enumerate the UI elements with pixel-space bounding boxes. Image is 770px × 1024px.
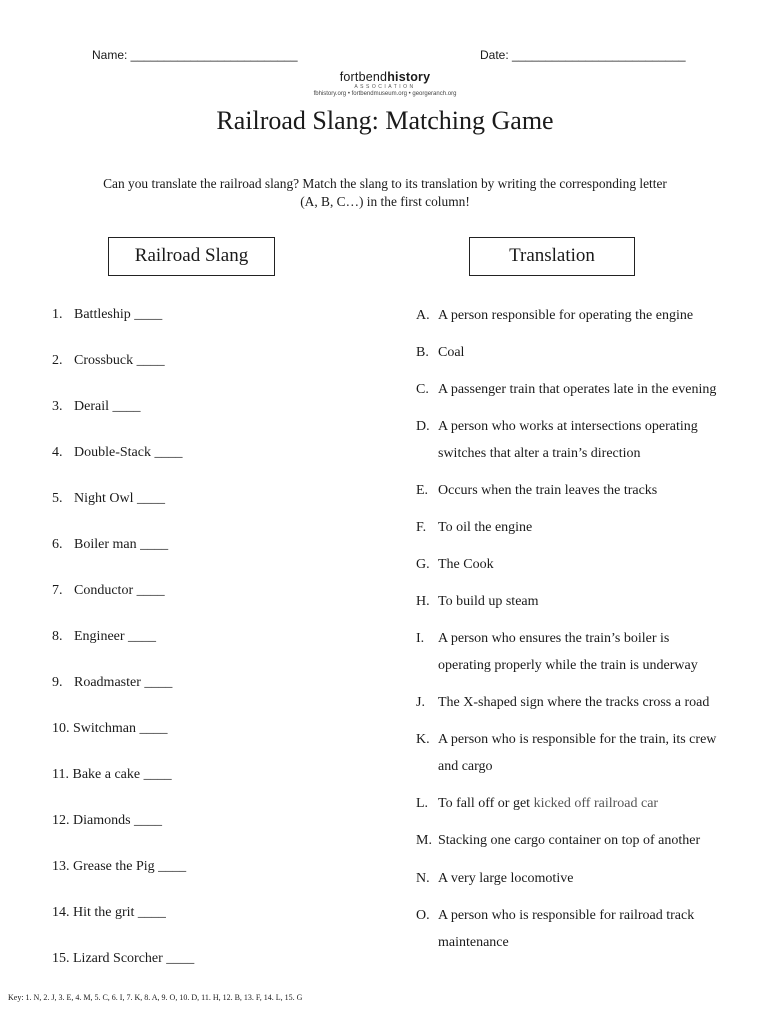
- slang-item: [52, 629, 156, 645]
- slang-number: 9.: [52, 675, 63, 690]
- translation-item: [416, 588, 539, 615]
- translation-letter: I.: [416, 631, 425, 646]
- translation-item: [416, 625, 698, 679]
- translation-letter: E.: [416, 483, 429, 498]
- translation-item: [416, 902, 694, 956]
- organization-logo: [0, 70, 770, 99]
- slang-text: Grease the Pig ____: [73, 859, 187, 874]
- translation-item: [416, 477, 657, 504]
- translation-letter: K.: [416, 732, 430, 747]
- slang-number: 7.: [52, 583, 63, 598]
- translation-text: To fall off or get: [438, 796, 531, 811]
- translation-letter: G.: [416, 557, 430, 572]
- translation-text-continued: and cargo: [438, 759, 493, 774]
- translation-text: The Cook: [438, 557, 494, 572]
- slang-item: [52, 445, 182, 461]
- translation-item: [416, 339, 464, 366]
- slang-text: Boiler man ____: [74, 537, 169, 552]
- answer-key: Key: 1. N, 2. J, 3. E, 4. M, 5. C, 6. I, 7. K, 8. A, 9. O, 10. D, 11. H, 12. B, 13. F, 14. L, 15. G: [8, 993, 303, 1002]
- slang-text: Double-Stack ____: [74, 445, 183, 460]
- translation-text: A person who is responsible for railroad track: [438, 908, 695, 923]
- slang-item: [52, 307, 162, 323]
- translation-letter: N.: [416, 871, 430, 886]
- slang-item: [52, 353, 165, 369]
- translation-letter: L.: [416, 796, 429, 811]
- translation-text: A passenger train that operates late in the evening: [438, 382, 717, 397]
- translation-text: A very large locomotive: [438, 871, 574, 886]
- slang-item: [52, 767, 172, 783]
- slang-item: [52, 537, 168, 553]
- translation-text: Stacking one cargo container on top of another: [438, 833, 701, 848]
- date-field-label: Date: __________________________: [480, 48, 686, 62]
- slang-item: [52, 859, 186, 875]
- slang-text: Engineer ____: [74, 629, 157, 644]
- slang-text: Diamonds ____: [73, 813, 163, 828]
- translation-letter: M.: [416, 833, 432, 848]
- page-title: Railroad Slang: Matching Game: [216, 106, 554, 135]
- translation-letter: D.: [416, 419, 430, 434]
- translation-item: [416, 689, 709, 716]
- translation-letter: C.: [416, 382, 429, 397]
- slang-number: 13.: [52, 859, 70, 874]
- translation-text: A person who ensures the train’s boiler is: [438, 631, 670, 646]
- slang-number: 2.: [52, 353, 63, 368]
- translation-item: [416, 376, 716, 403]
- translation-text-muted: kicked off railroad car: [530, 796, 659, 811]
- slang-item: [52, 951, 194, 967]
- translation-column-header: Translation: [469, 237, 635, 276]
- slang-item: [52, 813, 162, 829]
- translation-item: [416, 865, 573, 892]
- name-field-label: Name: _________________________: [92, 48, 298, 62]
- translation-letter: B.: [416, 345, 429, 360]
- translation-text-continued: maintenance: [438, 935, 509, 950]
- instructions-line-1: Can you translate the railroad slang? Match the slang to its translation by writing the corresponding letter: [103, 176, 667, 191]
- slang-text: Switchman ____: [73, 721, 168, 736]
- slang-item: [52, 399, 140, 415]
- slang-number: 8.: [52, 629, 63, 644]
- slang-item: [52, 905, 166, 921]
- slang-text: Hit the grit ____: [73, 905, 166, 920]
- slang-text: Derail ____: [74, 399, 141, 414]
- translation-text-continued: operating properly while the train is underway: [438, 658, 698, 673]
- logo-tagline: ASSOCIATION: [354, 84, 416, 90]
- logo-brand-bold: history: [387, 70, 431, 84]
- slang-text: Night Owl ____: [74, 491, 165, 506]
- slang-item: [52, 675, 172, 691]
- translation-text: Coal: [438, 345, 465, 360]
- translation-letter: A.: [416, 308, 430, 323]
- slang-number: 11.: [52, 767, 69, 782]
- logo-wordmark: [0, 70, 770, 84]
- translation-item: [416, 551, 494, 578]
- slang-number: 14.: [52, 905, 70, 920]
- translation-item: [416, 726, 716, 780]
- instructions-line-2: (A, B, C…) in the first column!: [300, 194, 470, 209]
- slang-text: Lizard Scorcher ____: [73, 951, 195, 966]
- slang-number: 3.: [52, 399, 63, 414]
- slang-item: [52, 721, 168, 737]
- logo-urls: fbhistory.org • fortbendmuseum.org • georgeranch.org: [313, 91, 457, 97]
- slang-number: 6.: [52, 537, 63, 552]
- translation-item: [416, 514, 532, 541]
- slang-text: Bake a cake ____: [72, 767, 172, 782]
- translation-item: [416, 827, 700, 854]
- translation-text: A person who works at intersections operating: [438, 419, 698, 434]
- slang-item: [52, 491, 165, 507]
- translation-text: To build up steam: [438, 594, 539, 609]
- slang-number: 10.: [52, 721, 70, 736]
- translation-item: [416, 790, 658, 817]
- translation-text: Occurs when the train leaves the tracks: [438, 483, 658, 498]
- slang-number: 5.: [52, 491, 63, 506]
- translation-item: [416, 413, 698, 467]
- logo-brand-light: fortbend: [339, 70, 388, 84]
- slang-number: 12.: [52, 813, 70, 828]
- translation-text: A person who is responsible for the train, its crew: [438, 732, 717, 747]
- slang-item: [52, 583, 165, 599]
- translation-letter: J.: [416, 695, 425, 710]
- translation-text: The X-shaped sign where the tracks cross a road: [438, 695, 710, 710]
- translation-text-continued: switches that alter a train’s direction: [438, 446, 641, 461]
- slang-text: Conductor ____: [74, 583, 165, 598]
- translation-letter: H.: [416, 594, 430, 609]
- translation-text: A person responsible for operating the engine: [438, 308, 694, 323]
- translation-letter: F.: [416, 520, 427, 535]
- slang-number: 1.: [52, 307, 63, 322]
- translation-text: To oil the engine: [438, 520, 533, 535]
- translation-item: [416, 302, 693, 329]
- slang-number: 15.: [52, 951, 70, 966]
- slang-number: 4.: [52, 445, 63, 460]
- slang-text: Roadmaster ____: [74, 675, 173, 690]
- slang-text: Battleship ____: [74, 307, 163, 322]
- slang-column-header: Railroad Slang: [108, 237, 275, 276]
- instructions: [60, 175, 710, 211]
- translation-letter: O.: [416, 908, 430, 923]
- slang-text: Crossbuck ____: [74, 353, 165, 368]
